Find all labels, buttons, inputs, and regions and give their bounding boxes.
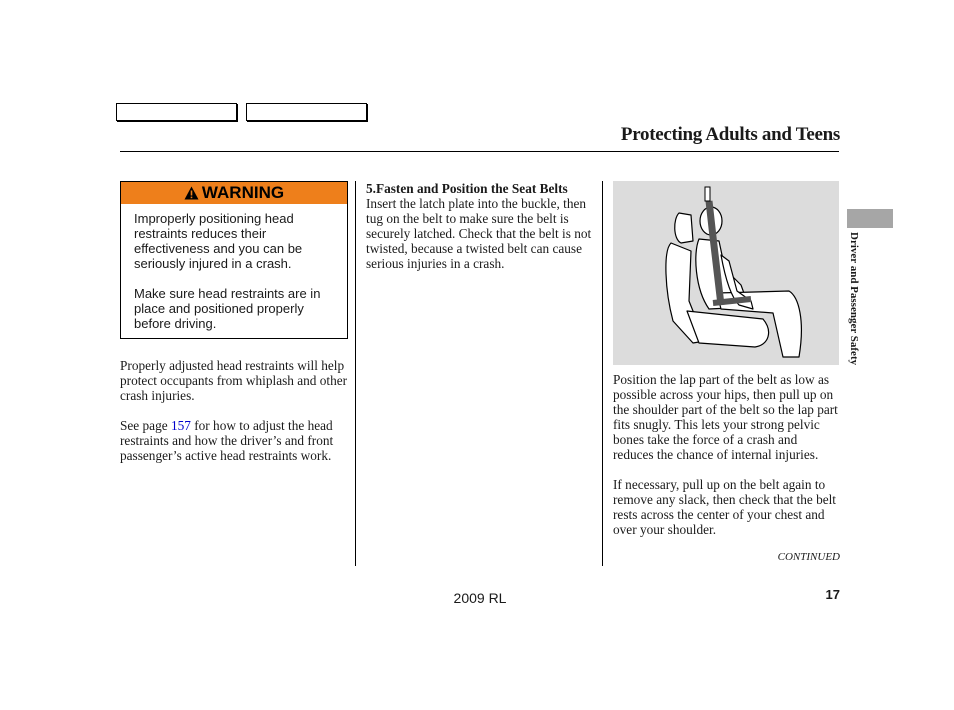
column-2 <box>366 181 596 286</box>
see-page-text-rest: for how to adjust the head restraints and how the driver’s and front passenger’s active head restraints work. <box>120 418 334 463</box>
latch-paragraph: Insert the latch plate into the buckle, then tug on the belt to make sure the belt is securely latched. Check that the belt is not twisted, because a twisted belt can cause serious injuries in a crash. <box>366 196 592 271</box>
page-157-link[interactable]: 157 <box>170 418 191 433</box>
see-page-paragraph <box>120 418 350 463</box>
seatbelt-illustration <box>613 181 839 365</box>
section-tab[interactable] <box>847 209 893 228</box>
header-rule <box>120 151 839 152</box>
slack-paragraph: If necessary, pull up on the belt again to remove any slack, then check that the belt rests across the center of your chest and over your shoulder. <box>613 477 837 537</box>
warning-box <box>120 181 348 339</box>
nav-box-1[interactable] <box>116 103 237 121</box>
seated-person-seatbelt-icon <box>613 181 839 365</box>
page-title: Protecting Adults and Teens <box>620 124 840 145</box>
warning-triangle-icon <box>184 186 199 200</box>
section-label: Driver and Passenger Safety <box>848 232 860 366</box>
column-divider-2 <box>602 181 603 566</box>
column-1 <box>120 358 350 478</box>
nav-box-2[interactable] <box>246 103 367 121</box>
see-page-text: See page <box>120 418 171 433</box>
page-number: 17 <box>825 587 840 602</box>
warning-paragraph-2: Make sure head restraints are in place and positioned properly before driving. <box>134 286 321 331</box>
warning-label: WARNING <box>201 183 285 202</box>
column-divider-1 <box>355 181 356 566</box>
lap-belt-paragraph: Position the lap part of the belt as low as possible across your hips, then pull up on the shoulder part of the belt so the lap part fits snugly. This lets your strong pelvic bones take the force of a crash and reduces the chance of internal injuries. <box>613 372 838 462</box>
footer-model: 2009 RL <box>453 590 507 606</box>
warning-paragraph-1: Improperly positioning head restraints reduces their effectiveness and you can be seriously injured in a crash. <box>134 211 303 271</box>
column-3 <box>613 372 841 552</box>
step-heading: 5.Fasten and Position the Seat Belts <box>366 181 568 196</box>
head-restraint-paragraph: Properly adjusted head restraints will help protect occupants from whiplash and other crash injuries. <box>120 358 348 403</box>
warning-header <box>121 182 347 204</box>
continued-label: CONTINUED <box>777 551 840 563</box>
